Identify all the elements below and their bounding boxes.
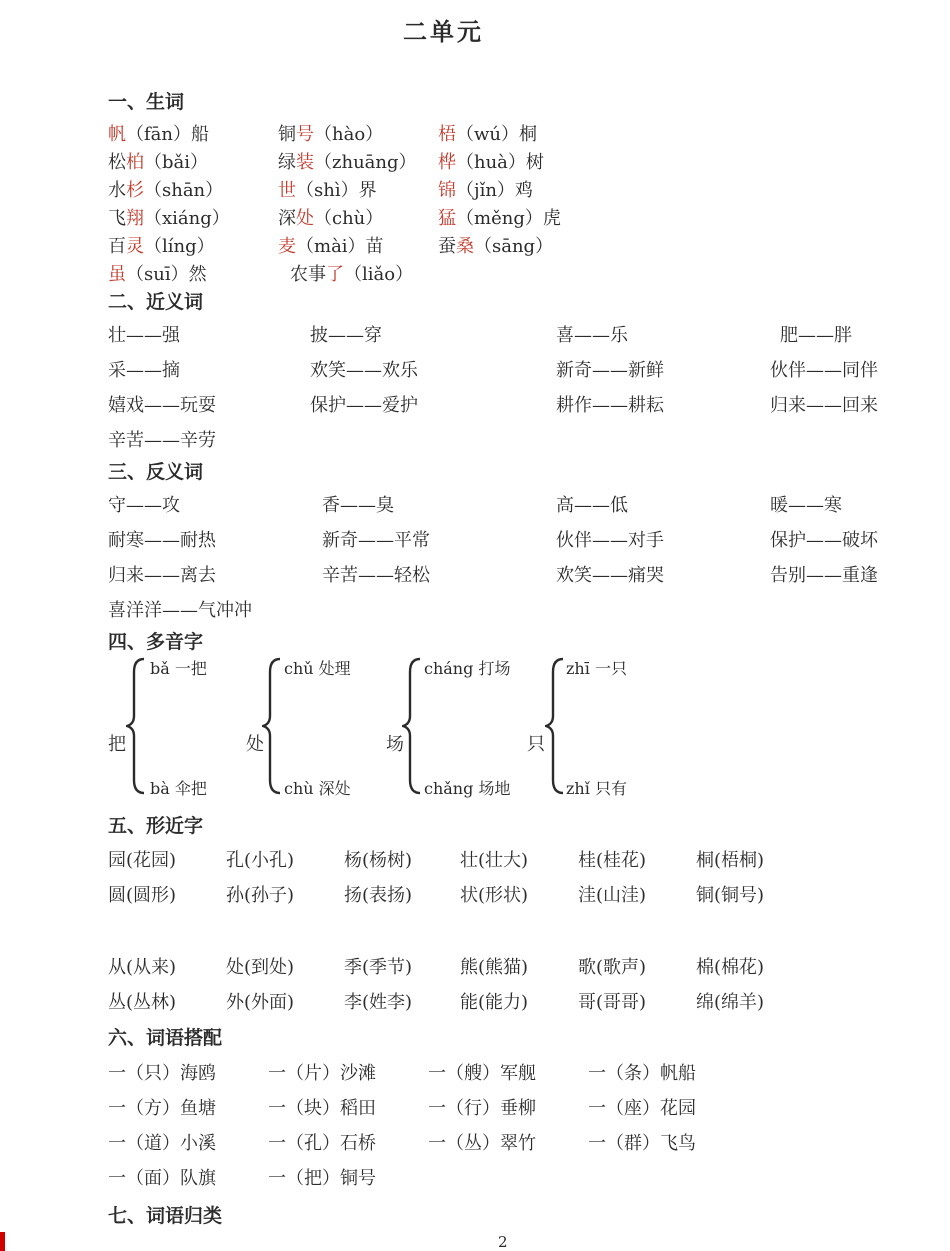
word-text: （mài）苗 [296,236,384,257]
new-word [278,148,417,174]
collocation-item: 一（面）队旗 [108,1168,216,1189]
synonym-pair: 保护——爱护 [310,395,418,416]
collocation-item: 一（条）帆船 [588,1063,696,1084]
brace-icon [262,656,284,796]
word-text: （jǐn）鸡 [456,180,533,201]
page-edge-mark [0,1232,5,1251]
synonym-pair: 喜——乐 [556,325,628,346]
antonym-pair: 告别——重逢 [770,565,878,586]
highlighted-char: 帆 [108,124,126,145]
polyphone-char: 场 [386,734,404,755]
highlighted-char: 梧 [438,124,456,145]
section-heading-new-words: 一、生词 [108,91,185,113]
synonym-pair: 伙伴——同伴 [770,360,878,381]
section-heading-categorize: 七、词语归类 [108,1205,223,1227]
collocation-item: 一（丛）翠竹 [428,1133,536,1154]
similar-char-item: 外(外面) [226,992,295,1013]
collocation-item: 一（方）鱼塘 [108,1098,216,1119]
similar-char-item: 状(形状) [460,885,529,906]
synonym-pair: 嬉戏——玩耍 [108,395,216,416]
synonym-pair: 采——摘 [108,360,180,381]
word-text: （xiáng） [144,208,230,229]
section-heading-synonyms: 二、近义词 [108,291,204,313]
word-text: 水 [108,180,126,201]
section-heading-antonyms: 三、反义词 [108,461,204,483]
new-word [438,232,553,258]
word-text: 百 [108,236,126,257]
highlighted-char: 装 [296,152,314,173]
polyphone-reading: cháng 打场 [424,659,511,678]
highlighted-char: 桦 [438,152,456,173]
collocation-item: 一（座）花园 [588,1098,696,1119]
polyphone-char: 处 [246,734,264,755]
word-text: 蚕 [438,236,456,257]
collocation-item: 一（艘）军舰 [428,1063,536,1084]
synonym-pair: 欢笑——欢乐 [310,360,418,381]
word-text: （zhuāng） [314,152,417,173]
word-text: （suī）然 [126,264,207,285]
new-word [438,204,561,230]
similar-char-item: 铜(铜号) [696,885,765,906]
new-word [108,204,230,230]
antonym-pair: 辛苦——轻松 [322,565,430,586]
polyphone-reading: bà 伞把 [150,779,207,798]
collocation-item: 一（只）海鸥 [108,1063,216,1084]
synonym-pair: 披——穿 [310,325,382,346]
synonym-pair: 新奇——新鲜 [556,360,664,381]
highlighted-char: 翔 [126,208,144,229]
similar-char-item: 壮(壮大) [460,850,529,871]
collocation-item: 一（孔）石桥 [268,1133,376,1154]
similar-char-item: 从(从来) [108,957,177,978]
antonym-pair: 守——攻 [108,495,180,516]
new-word [108,232,215,258]
word-text: （wú）桐 [456,124,537,145]
antonym-pair: 新奇——平常 [322,530,430,551]
brace-icon [545,656,567,796]
synonym-pair: 耕作——耕耘 [556,395,664,416]
new-word [278,176,377,202]
similar-char-item: 丛(丛林) [108,992,177,1013]
highlighted-char: 桑 [456,236,474,257]
highlighted-char: 猛 [438,208,456,229]
similar-char-item: 桐(梧桐) [696,850,765,871]
synonym-pair: 辛苦——辛劳 [108,430,216,451]
highlighted-char: 柏 [126,152,144,173]
antonym-pair: 耐寒——耐热 [108,530,216,551]
collocation-item: 一（片）沙滩 [268,1063,376,1084]
new-word [108,260,207,286]
section-heading-similar-chars: 五、形近字 [108,815,204,837]
antonym-pair: 暖——寒 [770,495,842,516]
similar-char-item: 季(季节) [344,957,413,978]
word-text: （shì）界 [296,180,377,201]
new-word [108,176,223,202]
highlighted-char: 麦 [278,236,296,257]
highlighted-char: 了 [326,264,344,285]
similar-char-item: 能(能力) [460,992,529,1013]
antonym-pair: 保护——破坏 [770,530,878,551]
polyphone-reading: chǎng 场地 [424,779,511,798]
new-word [278,232,384,258]
antonym-pair: 高——低 [556,495,628,516]
polyphone-reading: zhī 一只 [566,659,627,678]
polyphone-reading: bǎ 一把 [150,659,207,678]
word-text: （chù） [314,208,384,229]
highlighted-char: 灵 [126,236,144,257]
section-heading-polyphones: 四、多音字 [108,631,204,653]
word-text: （měng）虎 [456,208,561,229]
page-title: 二单元 [403,17,484,46]
similar-char-item: 棉(棉花) [696,957,765,978]
collocation-item: 一（道）小溪 [108,1133,216,1154]
highlighted-char: 号 [296,124,314,145]
similar-char-item: 哥(哥哥) [578,992,647,1013]
highlighted-char: 虽 [108,264,126,285]
word-text: （liǎo） [344,264,414,285]
new-word [438,120,537,146]
word-text: 农事 [290,264,326,285]
page-number: 2 [498,1233,508,1251]
word-text: （huà）树 [456,152,544,173]
antonym-pair: 归来——离去 [108,565,216,586]
new-word [438,148,544,174]
similar-char-item: 李(姓李) [344,992,413,1013]
highlighted-char: 杉 [126,180,144,201]
new-word [290,260,413,286]
antonym-pair: 喜洋洋——气冲冲 [108,600,252,621]
similar-char-item: 歌(歌声) [578,957,647,978]
antonym-pair: 伙伴——对手 [556,530,664,551]
collocation-item: 一（块）稻田 [268,1098,376,1119]
antonym-pair: 欢笑——痛哭 [556,565,664,586]
polyphone-char: 把 [108,734,126,755]
polyphone-reading: chǔ 处理 [284,659,351,678]
new-word [438,176,533,202]
similar-char-item: 桂(桂花) [578,850,647,871]
similar-char-item: 洼(山洼) [578,885,647,906]
highlighted-char: 世 [278,180,296,201]
synonym-pair: 归来——回来 [770,395,878,416]
similar-char-item: 扬(表扬) [344,885,413,906]
highlighted-char: 处 [296,208,314,229]
similar-char-item: 杨(杨树) [344,850,413,871]
synonym-pair: 肥——胖 [780,325,852,346]
similar-char-item: 处(到处) [226,957,295,978]
word-text: 绿 [278,152,296,173]
synonym-pair: 壮——强 [108,325,180,346]
word-text: （fān）船 [126,124,209,145]
similar-char-item: 圆(圆形) [108,885,177,906]
word-text: 松 [108,152,126,173]
collocation-item: 一（行）垂柳 [428,1098,536,1119]
similar-char-item: 孙(孙子) [226,885,295,906]
polyphone-reading: chù 深处 [284,779,351,798]
antonym-pair: 香——臭 [322,495,394,516]
polyphone-reading: zhǐ 只有 [566,779,627,798]
collocation-item: 一（把）铜号 [268,1168,376,1189]
word-text: （sāng） [474,236,554,257]
collocation-item: 一（群）飞鸟 [588,1133,696,1154]
polyphone-char: 只 [527,734,545,755]
new-word [278,204,383,230]
word-text: （líng） [144,236,215,257]
similar-char-item: 绵(绵羊) [696,992,765,1013]
highlighted-char: 锦 [438,180,456,201]
brace-icon [126,656,148,796]
similar-char-item: 园(花园) [108,850,177,871]
word-text: （bǎi） [144,152,209,173]
word-text: 飞 [108,208,126,229]
new-word [108,120,209,146]
word-text: （hào） [314,124,384,145]
similar-char-item: 熊(熊猫) [460,957,529,978]
word-text: 深 [278,208,296,229]
word-text: （shān） [144,180,224,201]
brace-icon [402,656,424,796]
similar-char-item: 孔(小孔) [226,850,295,871]
new-word [108,148,208,174]
word-text: 铜 [278,124,296,145]
section-heading-collocations: 六、词语搭配 [108,1027,223,1049]
new-word [278,120,383,146]
